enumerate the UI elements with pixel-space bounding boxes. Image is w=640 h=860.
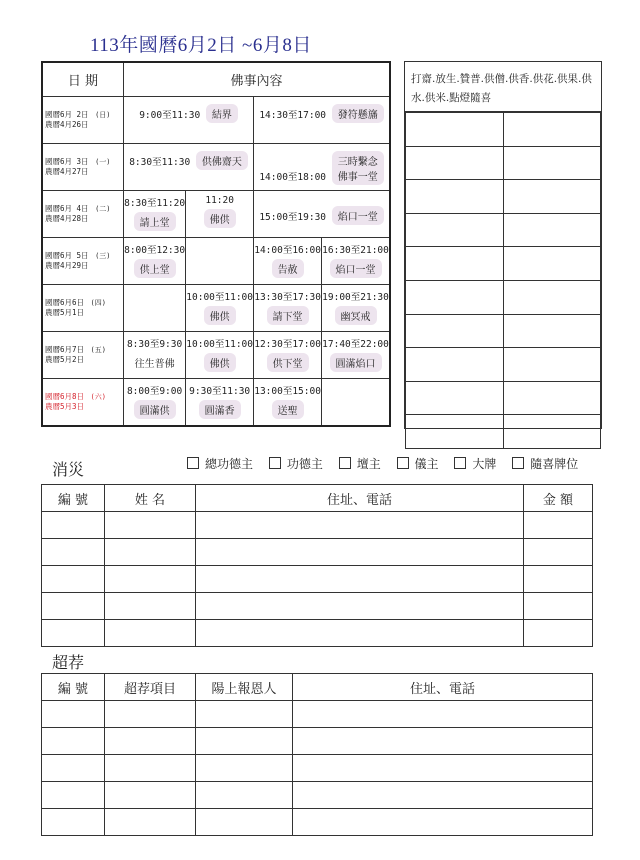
schedule-table: 日 期 佛事內容 國曆6月 2日 (日) 農曆4月26日 9:00至11:30 結界 14:30至17:00 發符懸旛 國曆6月 3日 (一) 農曆4月27日 8:30至11:30 供佛齋天 14:00至18:00 三時繫念 佛事一堂 國曆6月 4日 (二) 農曆4月28日 8:30至11:20 請上堂 11:20 佛供 15:00至19:30 焰口一堂 國曆6月 5日 (三) 農曆4月29日 8:00至12:30 供上堂 14:00至16:00 告赦 16:30至21:00 焰口一堂 國曆6月6日 (四) 農曆5月1日 10:00至11:00 佛供 13:30至17:30 請下堂 19:00至21:30 幽冥戒 國曆6月7日 (五) 農曆5月2日 8:30至9:30 往生普佛 10:00至11:00 佛供 12:30至17:00 供下堂 17:40至22:00 圓滿焰口 國曆6月8日 (六) 農曆5月3日 8:00至9:00 圓滿供 9:30至11:30 圓滿香 13:00至15:00 送聖 — [41, 61, 391, 427]
form-cell[interactable] — [293, 701, 593, 728]
event-pill: 告赦 — [272, 259, 304, 278]
col-header: 陽上報恩人 — [196, 674, 293, 701]
offering-cell[interactable] — [406, 180, 504, 214]
date-header: 日 期 — [42, 62, 124, 96]
offering-cell[interactable] — [406, 381, 504, 415]
form-cell[interactable] — [196, 809, 293, 836]
form-cell[interactable] — [105, 539, 196, 566]
offering-cell[interactable] — [503, 146, 601, 180]
event-pill: 三時繫念 佛事一堂 — [332, 151, 384, 185]
form-cell[interactable] — [105, 755, 196, 782]
xiaozai-table — [41, 484, 593, 647]
offering-cell[interactable] — [406, 348, 504, 382]
form-cell[interactable] — [105, 593, 196, 620]
date-cell: 國曆6月 2日 (日) 農曆4月26日 — [42, 96, 124, 143]
form-cell[interactable] — [196, 512, 524, 539]
date-cell: 國曆6月8日 (六) 農曆5月3日 — [42, 378, 124, 426]
col-header: 超荐項目 — [105, 674, 196, 701]
offering-cell[interactable] — [503, 314, 601, 348]
date-cell: 國曆6月 5日 (三) 農曆4月29日 — [42, 237, 124, 284]
offering-cell[interactable] — [503, 113, 601, 147]
form-cell[interactable] — [524, 620, 593, 647]
event-pill: 發符懸旛 — [332, 104, 384, 123]
form-cell[interactable] — [293, 728, 593, 755]
form-cell[interactable] — [105, 701, 196, 728]
col-header: 編 號 — [42, 674, 105, 701]
event-pill: 供下堂 — [267, 353, 309, 372]
col-header: 住址、電話 — [196, 485, 524, 512]
form-cell[interactable] — [42, 512, 105, 539]
event-pill: 幽冥戒 — [335, 306, 377, 325]
offering-cell[interactable] — [406, 213, 504, 247]
offering-cell[interactable] — [503, 180, 601, 214]
form-cell[interactable] — [42, 539, 105, 566]
offering-cell[interactable] — [503, 348, 601, 382]
offering-list: 打齋.放生.贊普.供僧.供香.供花.供果.供水.供米.點燈隨喜 — [405, 62, 601, 112]
option-checkbox[interactable]: 壇主 — [339, 457, 387, 471]
form-cell[interactable] — [105, 782, 196, 809]
offering-cell[interactable] — [503, 213, 601, 247]
form-cell[interactable] — [105, 809, 196, 836]
col-header: 姓 名 — [105, 485, 196, 512]
col-header: 住址、電話 — [293, 674, 593, 701]
event-pill: 供上堂 — [134, 259, 176, 278]
form-cell[interactable] — [42, 620, 105, 647]
offering-cell[interactable] — [406, 247, 504, 281]
content-header: 佛事內容 — [124, 62, 391, 96]
option-checkbox[interactable]: 儀主 — [397, 457, 445, 471]
offering-cell[interactable] — [406, 146, 504, 180]
form-cell[interactable] — [196, 593, 524, 620]
form-cell[interactable] — [42, 593, 105, 620]
form-cell[interactable] — [42, 728, 105, 755]
offering-cell[interactable] — [406, 314, 504, 348]
chaojian-table — [41, 673, 593, 836]
form-cell[interactable] — [293, 755, 593, 782]
event-pill: 結界 — [206, 104, 238, 123]
date-cell: 國曆6月6日 (四) 農曆5月1日 — [42, 284, 124, 331]
event-pill: 送聖 — [272, 400, 304, 419]
event-pill: 佛供 — [204, 209, 236, 228]
event-pill: 往生普佛 — [134, 358, 175, 370]
form-cell[interactable] — [293, 782, 593, 809]
date-cell: 國曆6月 3日 (一) 農曆4月27日 — [42, 143, 124, 190]
event-pill: 圓滿焰口 — [330, 353, 382, 372]
offering-cell[interactable] — [503, 247, 601, 281]
xiaozai-options — [187, 455, 590, 472]
form-cell[interactable] — [105, 620, 196, 647]
form-cell[interactable] — [524, 566, 593, 593]
form-cell[interactable] — [105, 728, 196, 755]
option-checkbox[interactable]: 總功德主 — [187, 457, 259, 471]
page-title: 113年國曆6月2日 ~6月8日 — [90, 35, 312, 56]
form-cell[interactable] — [42, 566, 105, 593]
event-pill: 供佛齋天 — [196, 151, 248, 170]
form-cell[interactable] — [42, 701, 105, 728]
date-cell: 國曆6月 4日 (二) 農曆4月28日 — [42, 190, 124, 237]
chaojian-title: 超荐 — [52, 653, 85, 672]
form-cell[interactable] — [196, 566, 524, 593]
event-pill: 焰口一堂 — [332, 206, 384, 225]
form-cell[interactable] — [42, 782, 105, 809]
offering-cell[interactable] — [503, 280, 601, 314]
offering-panel — [404, 61, 602, 429]
offering-cell[interactable] — [406, 280, 504, 314]
event-pill: 圓滿香 — [199, 400, 241, 419]
offering-cell[interactable] — [503, 381, 601, 415]
col-header: 編 號 — [42, 485, 105, 512]
form-cell[interactable] — [42, 755, 105, 782]
form-cell[interactable] — [105, 566, 196, 593]
form-cell[interactable] — [196, 782, 293, 809]
form-cell[interactable] — [196, 701, 293, 728]
form-cell[interactable] — [524, 512, 593, 539]
option-checkbox[interactable]: 功德主 — [269, 457, 329, 471]
event-pill: 佛供 — [204, 353, 236, 372]
col-header: 金 額 — [524, 485, 593, 512]
event-pill: 圓滿供 — [134, 400, 176, 419]
form-cell[interactable] — [524, 593, 593, 620]
option-checkbox[interactable]: 大牌 — [454, 457, 502, 471]
event-pill: 請上堂 — [134, 212, 176, 231]
event-pill: 焰口一堂 — [330, 259, 382, 278]
form-cell[interactable] — [105, 512, 196, 539]
form-cell[interactable] — [196, 620, 524, 647]
form-cell[interactable] — [42, 809, 105, 836]
option-checkbox[interactable]: 隨喜牌位 — [512, 457, 584, 471]
xiaozai-title: 消災 — [52, 460, 85, 479]
form-cell[interactable] — [293, 809, 593, 836]
offering-cell[interactable] — [406, 415, 504, 449]
offering-cell[interactable] — [406, 113, 504, 147]
form-cell[interactable] — [524, 539, 593, 566]
date-cell: 國曆6月7日 (五) 農曆5月2日 — [42, 331, 124, 378]
form-cell[interactable] — [196, 755, 293, 782]
form-cell[interactable] — [196, 539, 524, 566]
form-cell[interactable] — [196, 728, 293, 755]
event-pill: 佛供 — [204, 306, 236, 325]
event-pill: 請下堂 — [267, 306, 309, 325]
offering-cell[interactable] — [503, 415, 601, 449]
